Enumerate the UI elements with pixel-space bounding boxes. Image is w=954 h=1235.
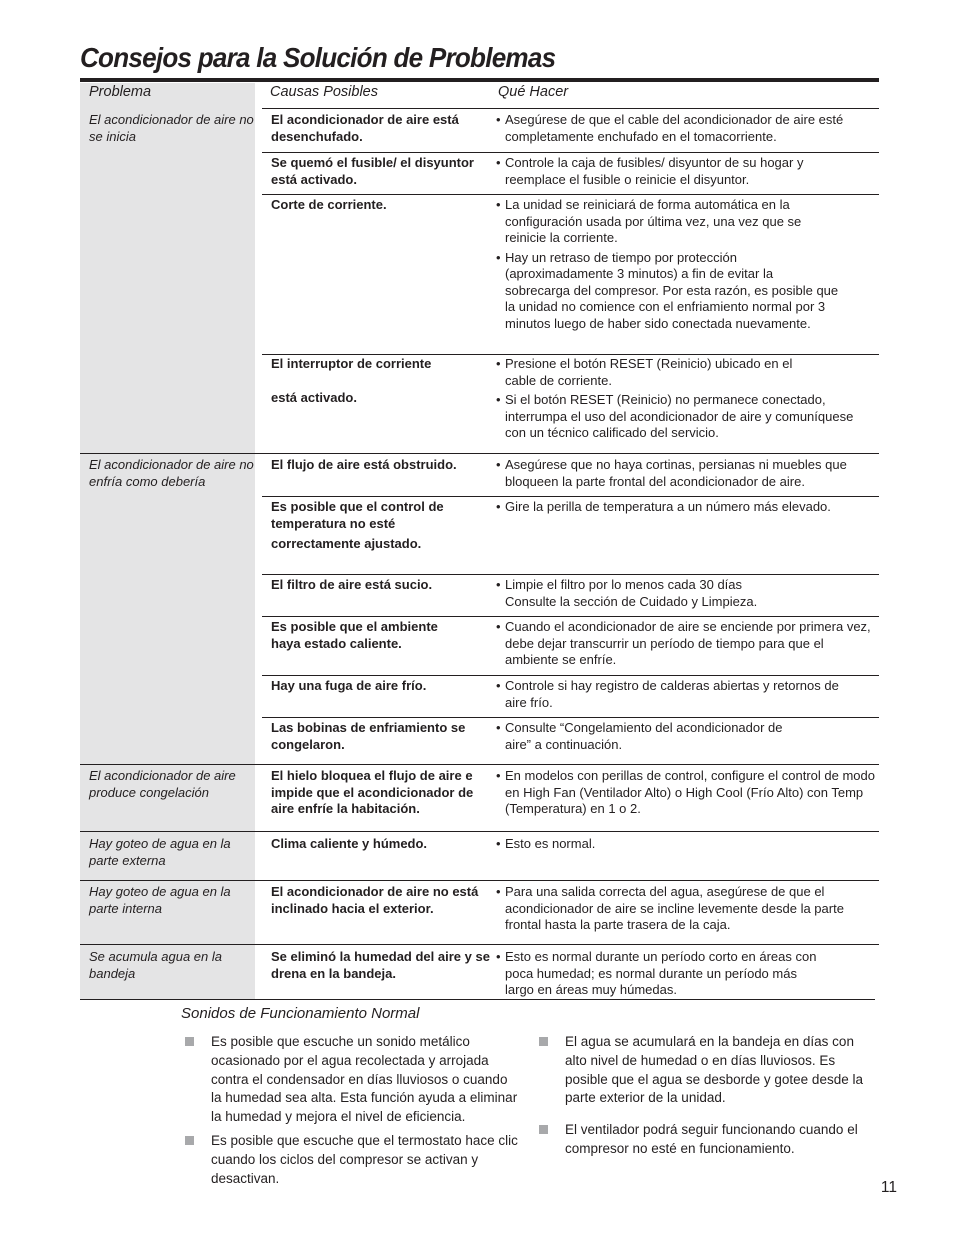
solution-cell [496,619,879,672]
cause-text: Se quemó el fusible/ el disyuntor está activado. [271,155,474,187]
row-divider [262,574,879,575]
page-number: 11 [880,1179,897,1196]
solution-cell [496,836,879,856]
solution-cell [496,949,826,1002]
cause-text: Hay una fuga de aire frío. [271,678,427,693]
solution-item: • Presione el botón RESET (Reinicio) ubicado en el cable de corriente. [496,356,793,388]
row-divider [262,194,879,195]
solution-item: • Limpie el filtro por lo menos cada 30 días Consulte la sección de Cuidado y Limpieza. [496,577,758,609]
solution-item: • Esto es normal. [496,836,596,851]
title-rule [80,78,879,82]
group-divider [80,831,879,832]
cause-text: El filtro de aire está sucio. [271,577,433,592]
cause-line: correctamente ajustado. [271,536,422,551]
header-problem: Problema [89,84,152,100]
solution-cell [496,678,856,714]
solution-cell [496,356,861,445]
cause-text: Las bobinas de enfriamiento se congelaron. [271,720,466,752]
solution-cell [496,884,879,937]
cause-line: El interruptor de corriente [271,356,432,371]
solution-item: • Asegúrese que no haya cortinas, persianas ni muebles que bloqueen la parte frontal del acondicionador de aire. [496,457,847,489]
solution-cell [496,577,771,613]
problem-label: El acondicionador de aire no se inicia [89,112,254,144]
solution-item: • Si el botón RESET (Reinicio) no permanece conectado, interrumpa el uso del acondicionador de aire y comuníquese con un técnico calificado del servicio. [496,392,854,440]
group-divider [80,944,879,945]
cause-text: Es posible que el ambiente haya estado caliente. [271,619,438,651]
cause-text: El acondicionador de aire está desenchufado. [271,112,459,144]
group-divider [80,880,879,881]
problem-label: El acondicionador de aire no enfría como debería [89,457,254,489]
solution-cell [496,768,879,821]
problem-label: Hay goteo de agua en la parte externa [89,836,231,868]
solution-cell [496,197,841,335]
table-header [80,83,875,108]
cause-line: está activado. [271,389,357,405]
problem-label: Se acumula agua en la bandeja [89,949,222,981]
header-rule [262,108,879,109]
list-item: El ventilador podrá seguir funcionando cuando el compresor no esté en funcionamiento. [537,1121,877,1159]
cause-line: Es posible que el control de temperatura no esté [271,499,444,531]
solution-item: • Controle si hay registro de calderas abiertas y retornos de aire frío. [496,678,839,710]
list-item: El agua se acumulará en la bandeja en días con alto nivel de humedad o en días lluviosos. Es posible que el agua se desborde y gotee desde la parte exterior de la unidad. [537,1033,877,1108]
solution-item: • Para una salida correcta del agua, asegúrese de que el acondicionador de aire se incline levemente desde la parte frontal hasta la parte trasera de la caja. [496,884,844,932]
list-item: Es posible que escuche un sonido metálico ocasionado por el agua recolectada y arrojada contra el condensador en días lluviosos o cuando la humedad sea alta. Esta función ayuda a eliminar la humedad y mejora el nivel de eficiencia. [183,1033,519,1127]
row-divider [262,496,879,497]
solution-item: • Hay un retraso de tiempo por protección (aproximadamente 3 minutos) a fin de evitar la sobrecarga del compresor. Por esta razón, es posible que la unidad no comience con el enfriamiento normal por 3 minutos luego de haber sido conectada nuevamente. [496,249,839,331]
solution-item: • Asegúrese de que el cable del acondicionador de aire esté completamente enchufado en el tomacorriente. [496,112,844,144]
cause-text [271,499,461,553]
solution-item: • Consulte “Congelamiento del acondicionador de aire” a continuación. [496,720,783,752]
group-divider [80,764,879,765]
cause-text: El hielo bloquea el flujo de aire e impide que el acondicionador de aire enfríe la habitación. [271,768,474,816]
row-divider [262,152,879,153]
row-divider [262,717,879,718]
header-causes: Causas Posibles [270,84,378,100]
square-bullet-icon [539,1037,548,1046]
group-divider [80,453,879,454]
solution-cell [496,499,879,519]
solution-item: • Esto es normal durante un período corto en áreas con poca humedad; es normal durante un período más largo en áreas muy húmedas. [496,949,817,997]
cause-text: El acondicionador de aire no está inclinado hacia el exterior. [271,884,479,916]
normal-sounds-column-right [537,1033,877,1164]
solution-item: • En modelos con perillas de control, configure el control de modo en High Fan (Ventilador Alto) o High Cool (Frío Alto) con Temp (Temperatura) en 1 o 2. [496,768,875,816]
solution-cell [496,457,879,493]
solution-item: • La unidad se reiniciará de forma automática en la configuración usada por última vez, una vez que se reinicie la corriente. [496,197,802,245]
header-todo: Qué Hacer [498,84,569,100]
square-bullet-icon [539,1125,548,1134]
solution-item: • Cuando el acondicionador de aire se enciende por primera vez, debe dejar transcurrir un período de tiempo para que el ambiente se enfríe. [496,619,871,667]
cause-text: Se eliminó la humedad del aire y se drena en la bandeja. [271,949,490,981]
problem-label: El acondicionador de aire produce congelación [89,768,236,800]
cause-text [271,356,489,406]
solution-cell [496,112,879,148]
page-title: Consejos para la Solución de Problemas [80,42,556,73]
row-divider [262,616,879,617]
square-bullet-icon [185,1136,194,1145]
section-title: Sonidos de Funcionamiento Normal [181,1005,420,1022]
list-item: Es posible que escuche que el termostato hace clic cuando los ciclos del compresor se activan y desactivan. [183,1132,519,1188]
solution-item: • Controle la caja de fusibles/ disyuntor de su hogar y reemplace el fusible o reinicie el disyuntor. [496,155,804,187]
row-divider [262,675,879,676]
row-divider [262,354,879,355]
solution-item: • Gire la perilla de temperatura a un número más elevado. [496,499,831,514]
cause-text: Clima caliente y húmedo. [271,836,428,851]
normal-sounds-column-left [183,1033,519,1193]
problem-label: Hay goteo de agua en la parte interna [89,884,231,916]
cause-text: El flujo de aire está obstruido. [271,457,457,472]
solution-cell [496,155,826,191]
square-bullet-icon [185,1037,194,1046]
solution-cell [496,720,811,756]
cause-text: Corte de corriente. [271,197,387,212]
